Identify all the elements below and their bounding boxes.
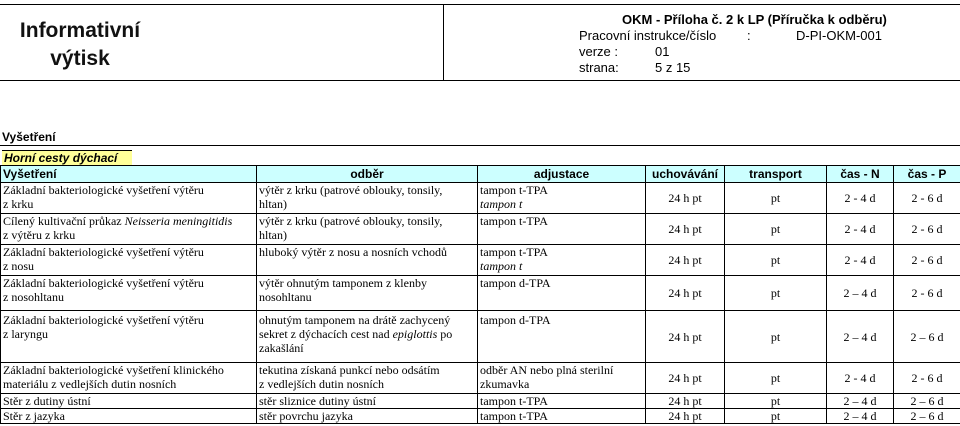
table-row: [1, 214, 960, 245]
cell-uchovavani: 24 h pt: [646, 214, 725, 245]
cell-cas-n: 2 - 4 d: [827, 183, 894, 214]
cell-adjustace: tampon t-TPA tampon t: [478, 183, 646, 214]
table-row: [1, 276, 960, 311]
cell-cas-n: 2 - 4 d: [827, 214, 894, 245]
cell-transport: pt: [725, 409, 827, 424]
cell-uchovavani: 24 h pt: [646, 276, 725, 311]
cell-transport: pt: [725, 276, 827, 311]
table-row: [1, 409, 960, 424]
cell-adjustace: tampon t-TPA: [478, 214, 646, 245]
col-odber: odběr: [257, 166, 478, 183]
cell-transport: pt: [725, 245, 827, 276]
col-vysetreni: Vyšetření: [1, 166, 257, 183]
cell-odber: tekutina získaná punkcí nebo odsátím z vedlejších dutin nosních: [257, 363, 478, 394]
cell-adjustace: odběr AN nebo plná sterilní zkumavka: [478, 363, 646, 394]
cell-cas-p: 2 - 6 d: [894, 214, 960, 245]
cell-transport: pt: [725, 394, 827, 409]
table-row: [1, 311, 960, 363]
section-title: Horní cesty dýchací: [2, 150, 132, 166]
table-row: [1, 245, 960, 276]
cell-adjustace: tampon t-TPA tampon t: [478, 245, 646, 276]
header-bottom-rule: [0, 80, 960, 81]
cell-transport: pt: [725, 183, 827, 214]
cell-odber: výtěr z krku (patrové oblouky, tonsily, hltan): [257, 214, 478, 245]
informative-stamp: [0, 0, 160, 90]
cell-cas-p: 2 - 6 d: [894, 245, 960, 276]
exam-table: [0, 165, 960, 424]
cell-vysetreni: Základní bakteriologické vyšetření výtěru z nosu: [1, 245, 257, 276]
cell-uchovavani: 24 h pt: [646, 183, 725, 214]
cell-vysetreni: Stěr z jazyka: [1, 409, 257, 424]
cell-vysetreni: Stěr z dutiny ústní: [1, 394, 257, 409]
cell-cas-n: 2 – 4 d: [827, 409, 894, 424]
cell-odber: hluboký výtěr z nosu a nosních vchodů: [257, 245, 478, 276]
cell-transport: pt: [725, 214, 827, 245]
cell-cas-n: 2 - 4 d: [827, 245, 894, 276]
verze-value: 01: [655, 44, 670, 59]
cell-transport: pt: [725, 311, 827, 363]
cell-cas-p: 2 - 6 d: [894, 363, 960, 394]
verze-label: verze :: [579, 44, 619, 59]
stamp-line1: Informativní: [19, 19, 141, 42]
table-header-row: [1, 166, 960, 183]
cell-vysetreni: Cílený kultivační průkaz Neisseria meningitidis z výtěru z krku: [1, 214, 257, 245]
cell-vysetreni: Základní bakteriologické vyšetření výtěru z nosohltanu: [1, 276, 257, 311]
table-row: [1, 363, 960, 394]
instr-value: D-PI-OKM-001: [796, 28, 882, 43]
cell-uchovavani: 24 h pt: [646, 409, 725, 424]
cell-vysetreni: Základní bakteriologické vyšetření výtěru z krku: [1, 183, 257, 214]
cell-cas-p: 2 – 6 d: [894, 311, 960, 363]
cell-cas-n: 2 – 4 d: [827, 276, 894, 311]
cell-uchovavani: 24 h pt: [646, 363, 725, 394]
cell-cas-n: 2 – 4 d: [827, 394, 894, 409]
cell-uchovavani: 24 h pt: [646, 311, 725, 363]
col-transport: transport: [725, 166, 827, 183]
cell-vysetreni: Základní bakteriologické vyšetření klinického materiálu z vedlejších dutin nosních: [1, 363, 257, 394]
cell-cas-n: 2 – 4 d: [827, 311, 894, 363]
cell-cas-p: 2 – 6 d: [894, 394, 960, 409]
table-row: [1, 394, 960, 409]
cell-odber: stěr sliznice dutiny ústní: [257, 394, 478, 409]
cell-cas-p: 2 - 6 d: [894, 276, 960, 311]
strana-label: strana:: [579, 60, 619, 75]
cell-cas-p: 2 – 6 d: [894, 409, 960, 424]
cell-uchovavani: 24 h pt: [646, 394, 725, 409]
cell-odber: výtěr ohnutým tamponem z klenby nosohltanu: [257, 276, 478, 311]
cell-adjustace: tampon t-TPA: [478, 394, 646, 409]
instr-label: Pracovní instrukce/číslo: [579, 28, 717, 43]
cell-cas-p: 2 - 6 d: [894, 183, 960, 214]
cell-odber: ohnutým tamponem na drátě zachycený sekret z dýchacích cest nad epiglottis po zakašlání: [257, 311, 478, 363]
header-title: OKM - Příloha č. 2 k LP (Příručka k odběru): [622, 12, 887, 27]
cell-cas-n: 2 - 4 d: [827, 363, 894, 394]
col-cas-n: čas - N: [827, 166, 894, 183]
col-uchovavani: uchovávání: [646, 166, 725, 183]
header-top-rule: [0, 4, 960, 5]
page-title: Vyšetření: [2, 130, 56, 144]
instr-sep: :: [747, 28, 751, 43]
cell-odber: stěr povrchu jazyka: [257, 409, 478, 424]
col-adjustace: adjustace: [478, 166, 646, 183]
cell-uchovavani: 24 h pt: [646, 245, 725, 276]
stamp-line2: výtisk: [50, 47, 110, 70]
cell-adjustace: tampon t-TPA: [478, 409, 646, 424]
cell-odber: výtěr z krku (patrové oblouky, tonsily, hltan): [257, 183, 478, 214]
cell-vysetreni: Základní bakteriologické vyšetření výtěru z laryngu: [1, 311, 257, 363]
title-rule: [0, 145, 960, 146]
cell-adjustace: tampon d-TPA: [478, 311, 646, 363]
document-header: [443, 4, 960, 80]
col-cas-p: čas - P: [894, 166, 960, 183]
cell-transport: pt: [725, 363, 827, 394]
cell-adjustace: tampon d-TPA: [478, 276, 646, 311]
table-row: [1, 183, 960, 214]
strana-value: 5 z 15: [655, 60, 691, 75]
